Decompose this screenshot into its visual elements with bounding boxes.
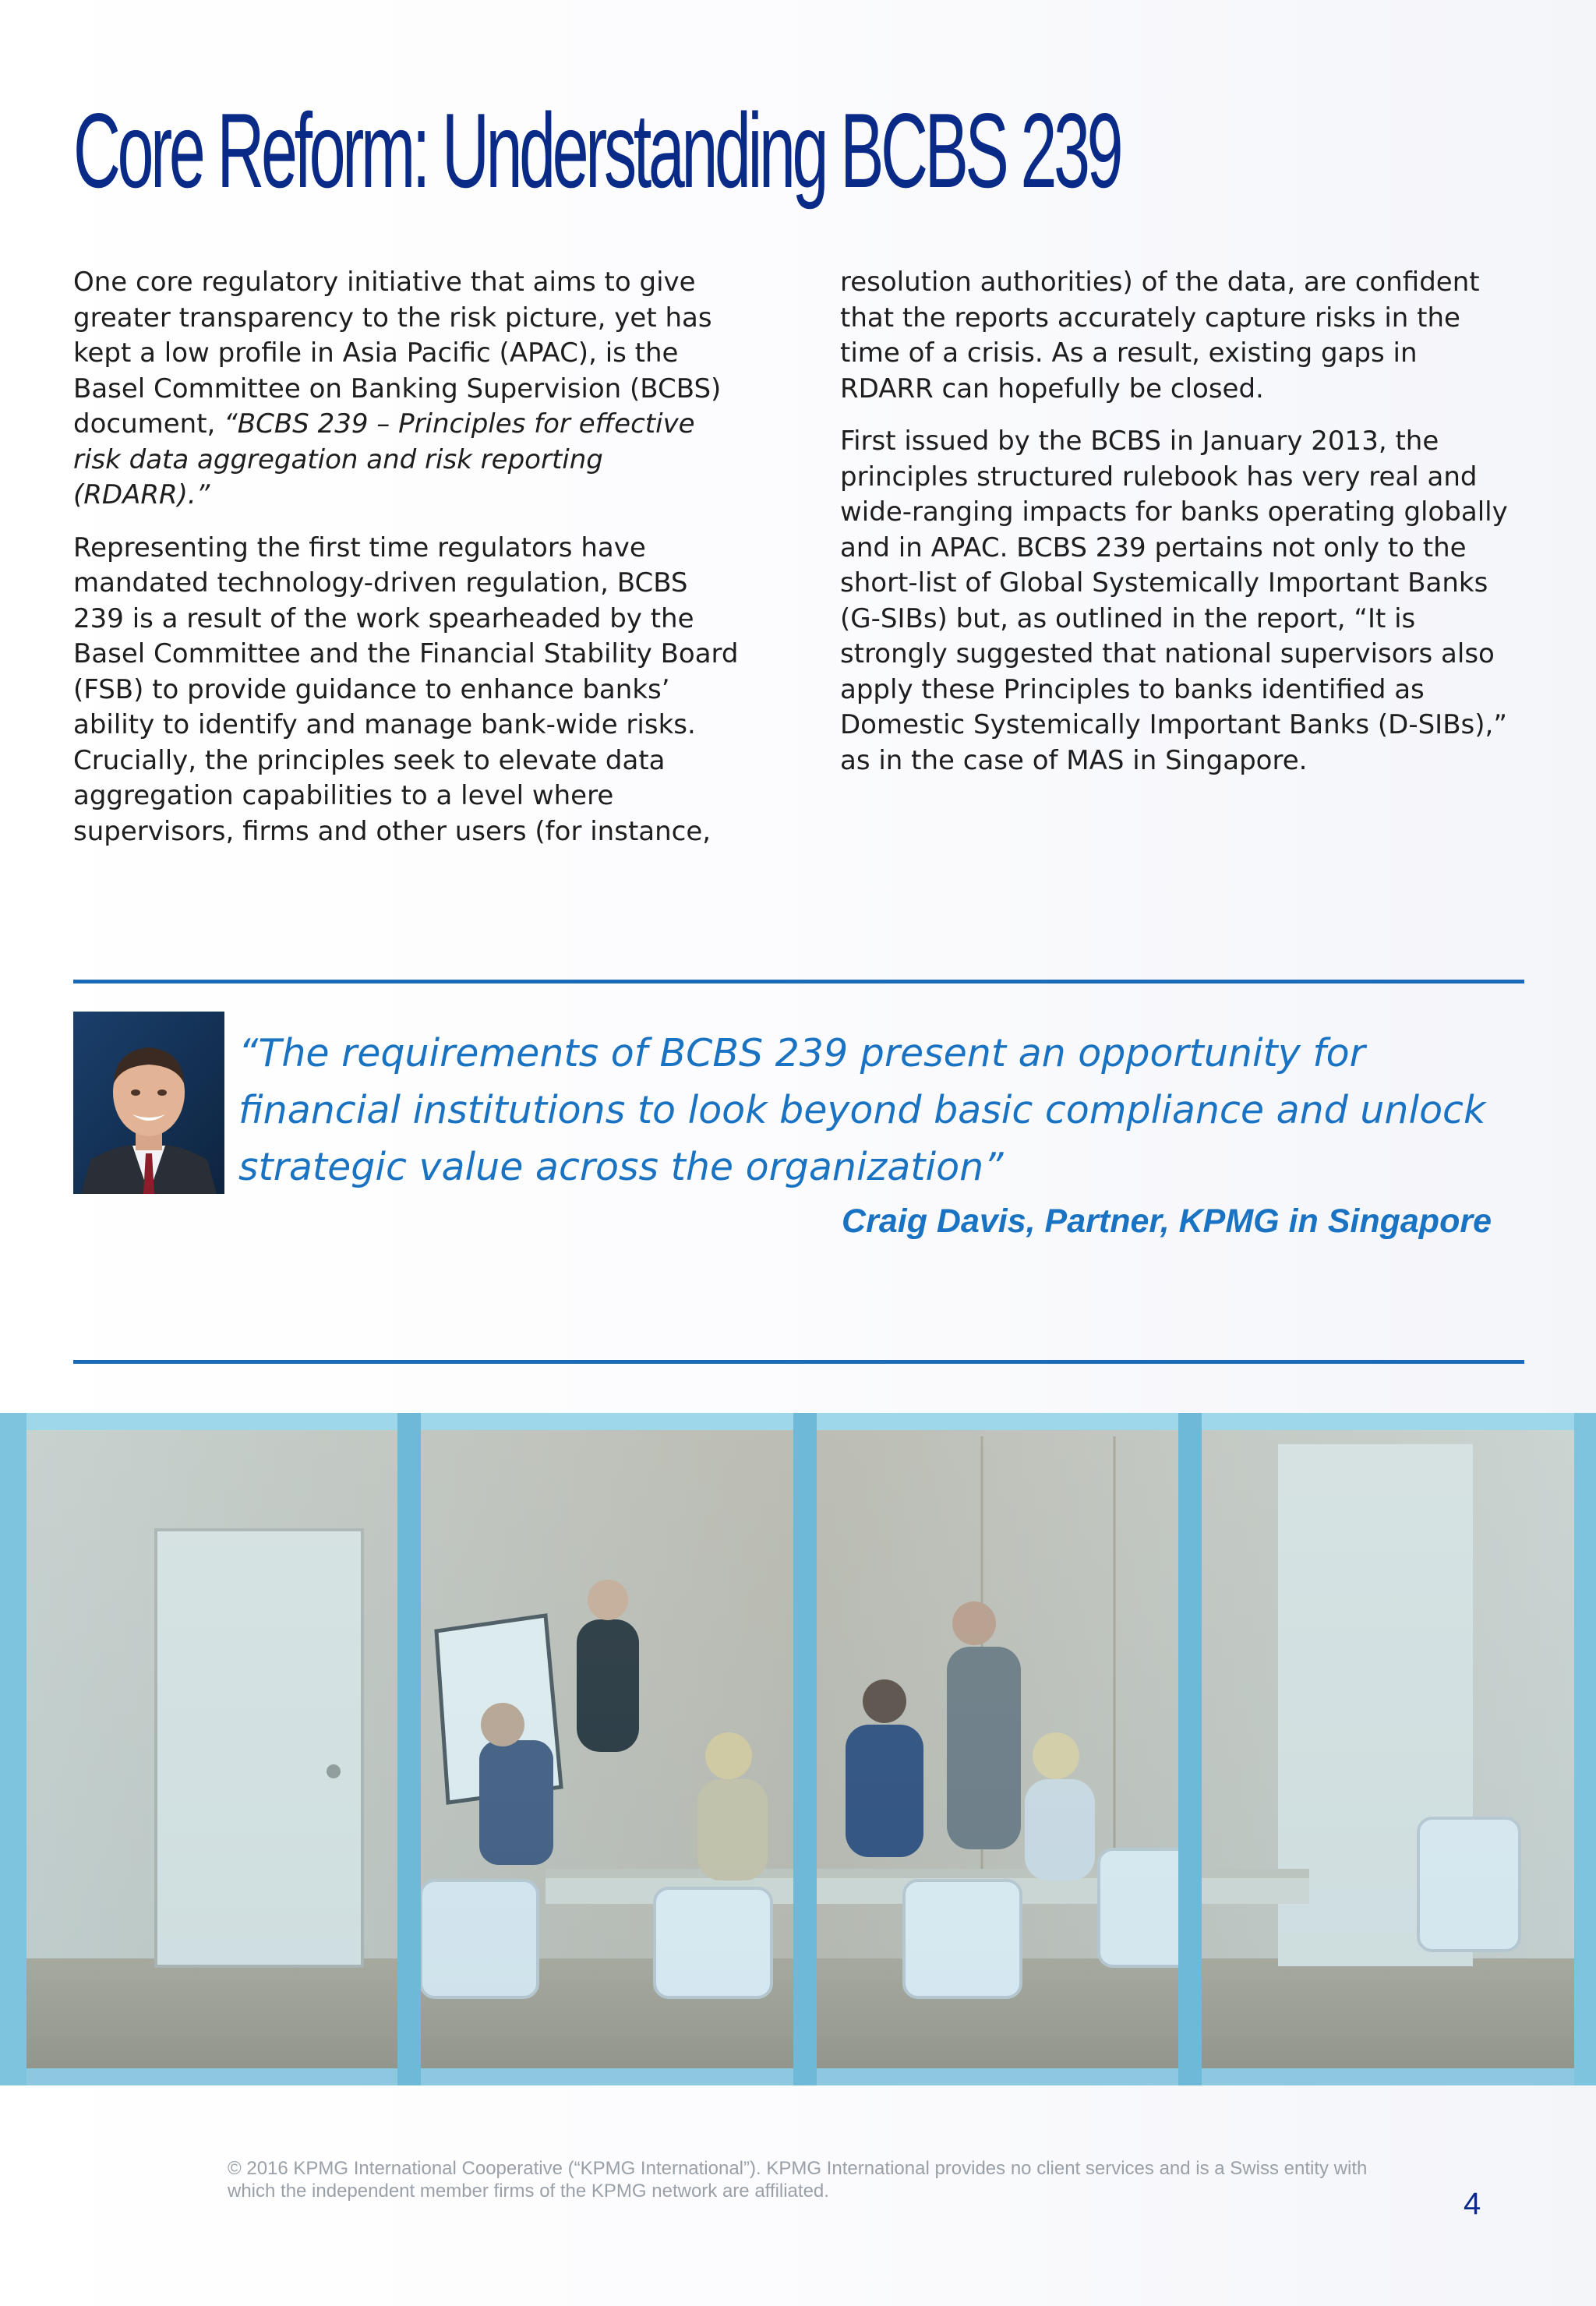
right-paragraph-2: First issued by the BCBS in January 2013, the principles structured rulebook has very real and wide-ranging impacts for banks operating globally and in APAC. BCBS 239 pertains not only to the short-list of Global Systemically Important Banks (G-SIBs) but, as outlined in the report, “It is strongly suggested that national supervisors also apply these Principles to banks identified as Domestic Systemically Important Banks (D-SIBs),” as in the case of MAS in Singapore. xyxy=(840,426,1508,776)
left-paragraph-1-text: One core regulatory initiative that aims to give greater transparency to the risk picture, yet has kept a low profile in Asia Pacific (APAC), is the Basel Committee on Banking Supervision (BCBS) document, xyxy=(73,267,722,440)
quote-attribution: Craig Davis, Partner, KPMG in Singapore xyxy=(842,1202,1492,1240)
speaker-portrait xyxy=(73,1012,224,1194)
quote-bottom-divider xyxy=(73,1360,1524,1364)
right-text-column xyxy=(840,265,1510,796)
right-paragraph-1: resolution authorities) of the data, are confident that the reports accurately capture risks in the time of a crisis. As a result, existing gaps in RDARR can hopefully be closed. xyxy=(840,267,1480,404)
copyright-footer: © 2016 KPMG International Cooperative (“KPMG International”). KPMG International provides no client services and is a Swiss entity with which the independent member firms of the KPMG network are affiliated. xyxy=(228,2158,1368,2202)
page-number: 4 xyxy=(1464,2187,1481,2221)
document-title-italic: “BCBS 239 – Principles for effective risk data aggregation and risk reporting (RDARR).” xyxy=(73,408,695,510)
left-paragraph-1 xyxy=(73,265,743,514)
meeting-room-photo xyxy=(0,1413,1596,2085)
meeting-room-illustration xyxy=(0,1413,1596,2085)
portrait-illustration xyxy=(73,1012,224,1194)
page-title: Core Reform: Understanding BCBS 239 xyxy=(73,91,1121,210)
left-text-column xyxy=(73,265,743,867)
left-paragraph-2: Representing the first time regulators have mandated technology-driven regulation, BCBS 239 is a result of the work spearheaded by the Basel Committee and the Financial Stability Board (FSB) to provide guidance to enhance banks’ ability to identify and manage bank-wide risks. Crucially, the principles seek to elevate data aggregation capabilities to a level where supervisors, firms and other users (for instance, xyxy=(73,531,739,847)
quote-top-divider xyxy=(73,980,1524,983)
pull-quote: “The requirements of BCBS 239 present an opportunity for financial institutions to look beyond basic compliance and unlock strategic value across the organization” xyxy=(238,1031,1486,1189)
